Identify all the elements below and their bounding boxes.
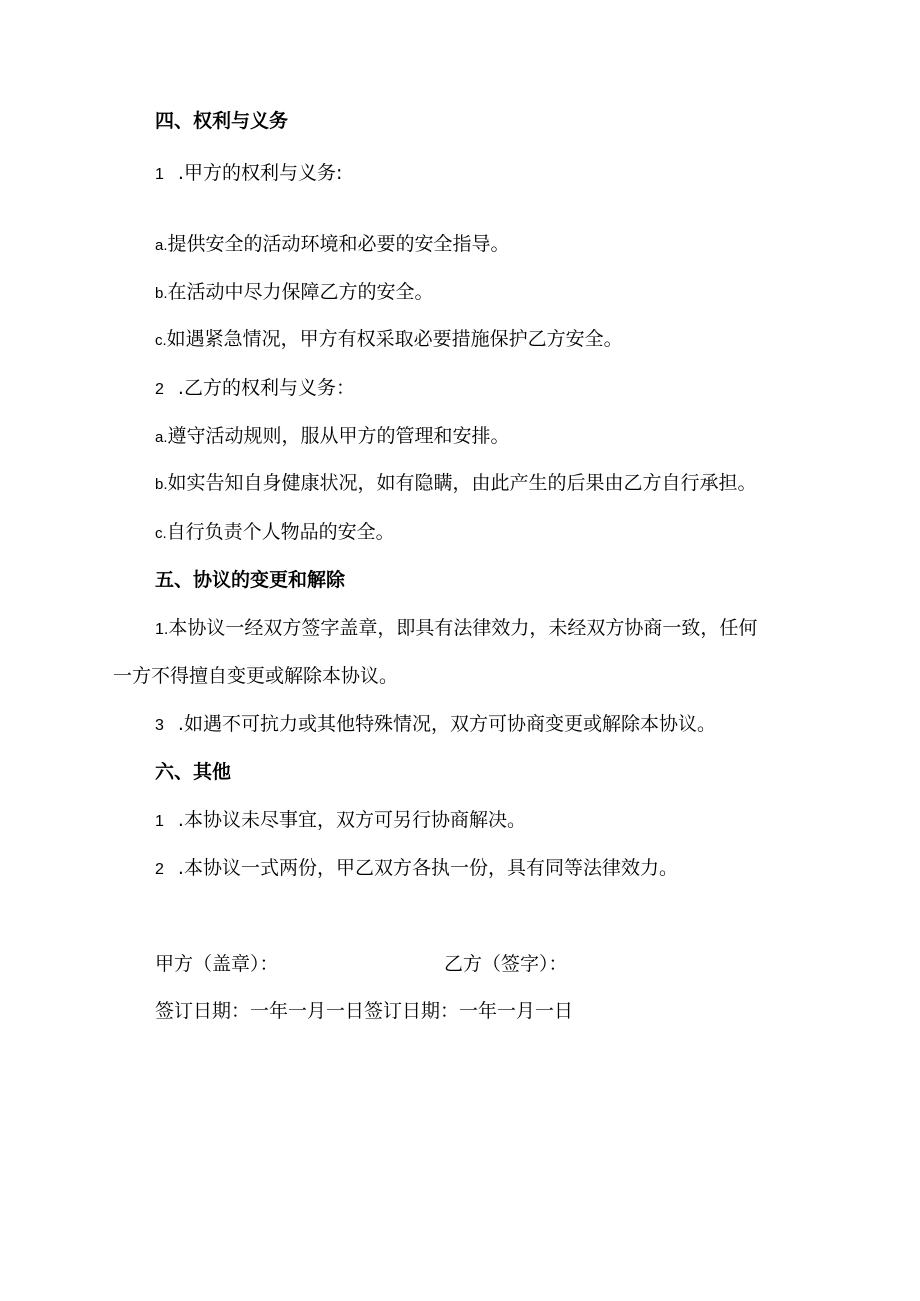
party-b-signature-label: 乙方（签字）： — [444, 953, 568, 975]
item-marker: b. — [155, 476, 168, 493]
item-text: 提供安全的活动环境和必要的安全指导。 — [167, 233, 510, 255]
list-item — [155, 232, 510, 258]
section-title-other: 六、其他 — [155, 761, 232, 783]
list-item — [155, 327, 623, 353]
item-text: 如实告知自身健康状况，如有隐瞒，由此产生的后果由乙方自行承担。 — [167, 472, 757, 494]
item-marker: c. — [155, 525, 167, 542]
clause-text: .本协议一式两份，甲乙双方各执一份，具有同等法律效力。 — [177, 857, 678, 879]
party-a-seal-label: 甲方（盖章）： — [155, 953, 279, 975]
section-title-change: 五、协议的变更和解除 — [155, 569, 346, 591]
item-text: 在活动中尽力保障乙方的安全。 — [167, 281, 434, 303]
clause-text: .本协议未尽事宜，双方可另行协商解决。 — [177, 809, 526, 831]
clause-paragraph-continuation: 一方不得擅自变更或解除本协议。 — [113, 665, 399, 687]
item-marker: b. — [155, 285, 168, 302]
clause-paragraph-line — [155, 616, 757, 642]
signing-date-line: 签订日期：一年一月一日签订日期：一年一月一日 — [155, 1000, 574, 1022]
list-item — [155, 424, 510, 450]
clause-number: 1 — [155, 166, 164, 183]
clause-number: 1. — [155, 621, 169, 638]
item-text: 遵守活动规则，服从甲方的管理和安排。 — [167, 425, 510, 447]
clause-number: 1 — [155, 813, 164, 830]
clause-text: .甲方的权利与义务: — [177, 162, 343, 184]
clause-text: 本协议一经双方签字盖章，即具有法律效力，未经双方协商一致，任何 — [168, 617, 758, 639]
list-item — [155, 808, 526, 834]
list-item — [155, 471, 757, 497]
item-text: 如遇紧急情况，甲方有权采取必要措施保护乙方安全。 — [166, 328, 623, 350]
clause-number: 2 — [155, 861, 164, 878]
item-marker: a. — [155, 237, 168, 254]
clause-force-majeure — [155, 712, 716, 738]
item-marker: a. — [155, 429, 168, 446]
clause-text: .乙方的权利与义务： — [177, 377, 355, 399]
section-title-rights: 四、权利与义务 — [155, 110, 289, 132]
clause-party-a-heading — [155, 161, 342, 187]
clause-number: 3 — [155, 717, 164, 734]
item-marker: c. — [155, 332, 167, 349]
clause-text: .如遇不可抗力或其他特殊情况，双方可协商变更或解除本协议。 — [177, 713, 716, 735]
clause-party-b-heading — [155, 376, 355, 402]
list-item — [155, 280, 434, 306]
list-item — [155, 520, 395, 546]
list-item — [155, 856, 678, 882]
item-text: 自行负责个人物品的安全。 — [166, 521, 395, 543]
clause-number: 2 — [155, 381, 164, 398]
